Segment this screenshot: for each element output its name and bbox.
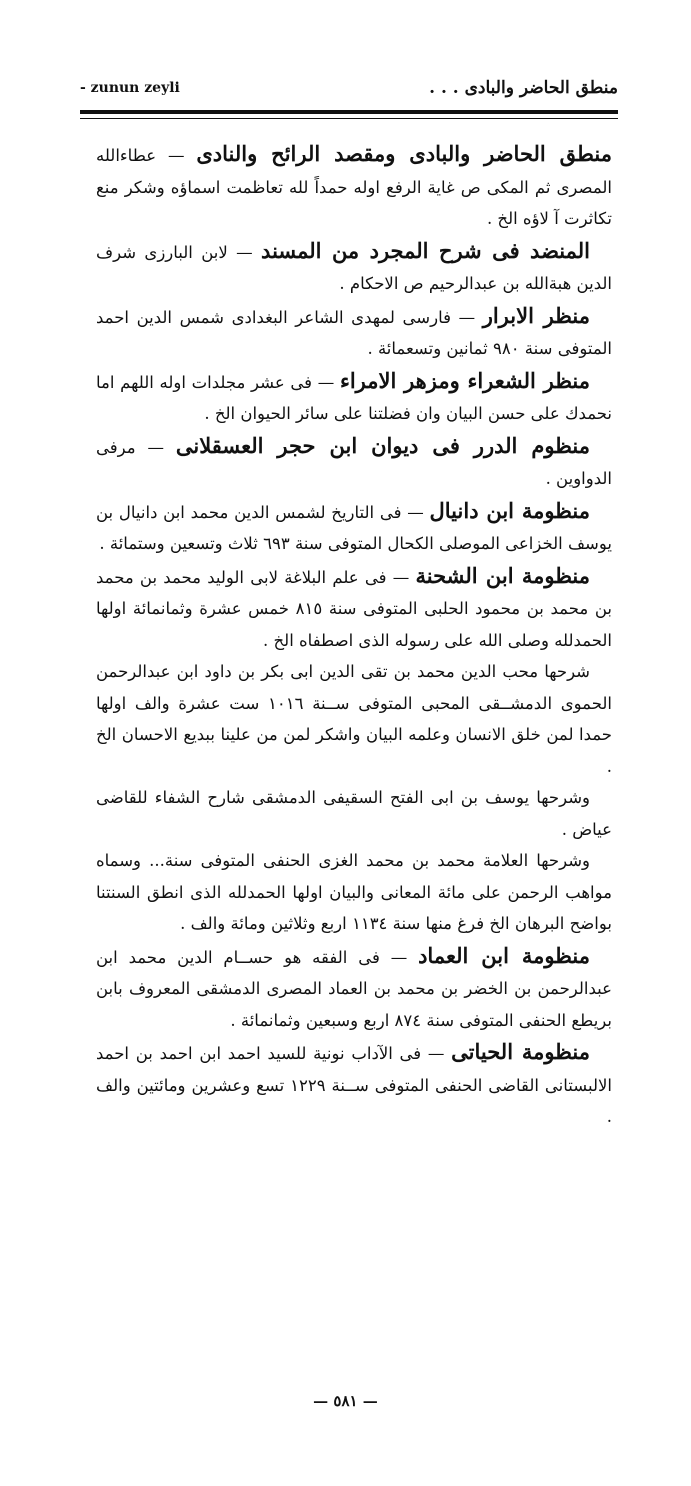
entry-body: — لابن البارزى شرف الدين هبةالله بن عبدالرحيم ص الاحكام . (96, 242, 612, 293)
entry-body: — فى عشر مجلدات اوله اللهم اما نحمدك على حسن البيان وان فضلتنا على سائر الحيوان الخ . (96, 372, 612, 423)
page-number: — ٥٨١ — (313, 1392, 378, 1410)
entry (96, 560, 612, 657)
entry-body: — مرفى الدواوين . (96, 437, 612, 488)
entry-title: منظر الابرار (482, 302, 590, 328)
entry (96, 495, 612, 560)
entry (96, 300, 612, 365)
entry-title: منظومة ابن العماد (418, 942, 590, 968)
entry-title: منظر الشعراء ومزهر الامراء (339, 367, 591, 393)
header-left-mark: - zunun zeyli (80, 80, 180, 96)
entry (96, 430, 612, 495)
entry-title: منظوم الدرر فى ديوان ابن حجر العسقلانى (175, 432, 590, 458)
commentary-paragraph: وشرحها يوسف بن ابى الفتح السقيفى الدمشقى شارح الشفاء للقاضى عياض . (96, 788, 612, 839)
entry-body: — فى الآداب نونية للسيد احمد ابن احمد بن احمد الالبستانى القاضى الحنفى المتوفى ســنة ١٢٢٩ تسع وعشرين ومائتين والف . (96, 1044, 612, 1126)
entry (96, 940, 612, 1037)
entry (96, 1036, 612, 1133)
header-rule-thin (80, 118, 618, 119)
page-header (80, 78, 618, 102)
entry-title: منطق الحاضر والبادى ومقصد الرائح والنادى (196, 141, 612, 166)
entry (96, 138, 612, 235)
commentary-paragraph: وشرحها العلامة محمد بن محمد الغزى الحنفى المتوفى سنة... وسماه مواهب الرحمن على مائة المعانى والبيان اولها الحمدلله الذى انطق السنتنا بواضح البرهان الخ فرغ منها سنة ١١٣٤ اربع وثلاثين ومائة والف . (96, 851, 612, 933)
entry-title: منظومة ابن الشحنة (415, 562, 591, 588)
entry-body: — فى علم البلاغة لابى الوليد محمد بن محمد بن محمد بن محمود الحلبى المتوفى سنة ٨١٥ خمس عشرة وثمانمائة اولها الحمدلله وصلى الله على رسوله الذى اصطفاه الخ . (96, 567, 612, 650)
running-title: منطق الحاضر والبادى . . . (429, 78, 618, 98)
entry (96, 365, 612, 430)
entry (96, 235, 612, 300)
entry-body: — عطاءالله المصرى ثم المكى ص غاية الرفع اوله حمداً لله تعاظمت اسماؤه وشكر منع تكاثرت آ لاؤه الخ . (96, 146, 612, 228)
entry-body: — فارسى لمهدى الشاعر البغدادى شمس الدين احمد المتوفى سنة ٩٨٠ ثمانين وتسعمائة . (96, 307, 612, 358)
commentary-paragraph: شرحها محب الدين محمد بن تقى الدين ابى بكر بن داود ابن عبدالرحمن الحموى الدمشــقى المحبى المتوفى ســنة ١٠١٦ ست عشرة والف اولها حمدا لمن خلق الانسان وعلمه البيان واشكر لمن من علينا ببديع الاحسان الخ . (96, 662, 612, 776)
entry-body: — فى التاريخ لشمس الدين محمد ابن دانيال بن يوسف الخزاعى الموصلى الكحال المتوفى سنة ٦٩٣ ثلاث وتسعين وستمائة . (96, 502, 612, 553)
main-text (96, 138, 612, 1133)
header-rule-thick (80, 110, 618, 114)
entry-title: منظومة ابن دانيال (429, 497, 590, 523)
entry-body: — فى الفقه هو حســام الدين محمد ابن عبدالرحمن بن الخضر بن محمد بن العماد المصرى الدمشقى المعروف بابن بريطع الحنفى المتوفى سنة ٨٧٤ اربع وسبعين وثمانمائة . (96, 947, 612, 1030)
entry-title: منظومة الحياتى (451, 1039, 590, 1064)
entry-title: المنضد فى شرح المجرد من المسند (261, 237, 590, 263)
